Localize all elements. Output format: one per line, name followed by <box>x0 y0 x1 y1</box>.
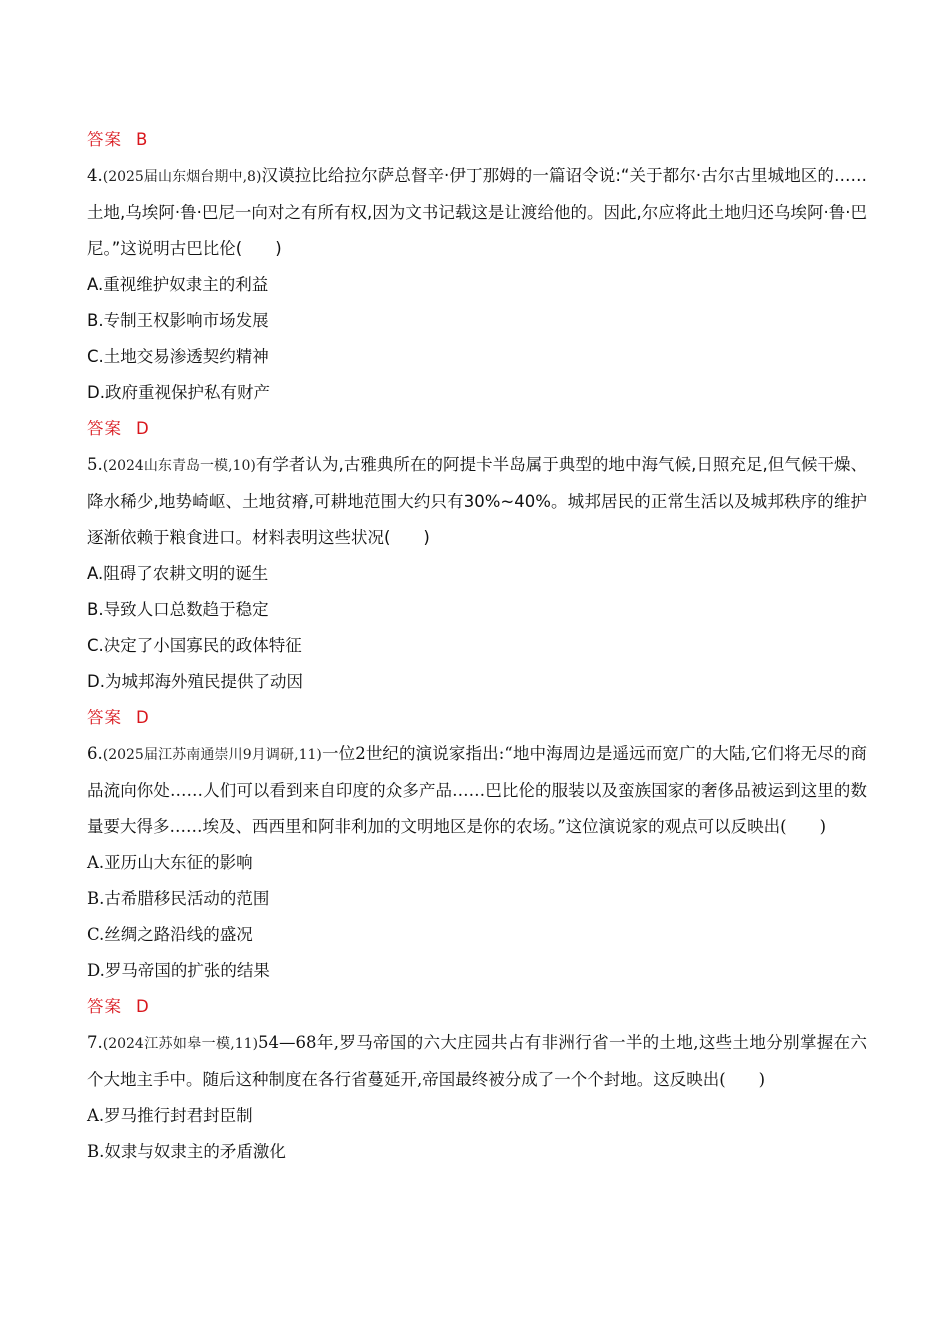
question-source: (2024山东青岛一模,10) <box>102 458 256 474</box>
option-a: A.阻碍了农耕文明的诞生 <box>87 564 269 583</box>
question-number: 4. <box>87 166 103 185</box>
question-source: (2025届山东烟台期中,8) <box>102 169 262 185</box>
option-b: B.导致人口总数趋于稳定 <box>87 600 269 619</box>
answer-value: D <box>136 997 149 1016</box>
question-text: 汉谟拉比给拉尔萨总督辛·伊丁那姆的一篇诏令说:“关于都尔·古尔古里城地区的……土地,乌埃阿·鲁·巴尼一向对之有所有权,因为文书记载这是让渡给他的。因此,尔应将此土地归还乌埃阿·鲁·巴尼。”这说明古巴比伦( ) <box>87 166 867 258</box>
answer-q4 <box>87 411 867 447</box>
question-source: (2025届江苏南通崇川9月调研,11) <box>102 747 322 763</box>
question-number: 5. <box>87 455 103 474</box>
option-b: B.奴隶与奴隶主的矛盾激化 <box>87 1142 286 1161</box>
answer-label: 答案 <box>87 708 122 727</box>
question-4 <box>87 158 867 447</box>
option-a: A.重视维护奴隶主的利益 <box>87 275 269 294</box>
option-d: D.罗马帝国的扩张的结果 <box>87 961 270 980</box>
question-7 <box>87 1025 867 1170</box>
question-5 <box>87 447 867 736</box>
option-a: A.罗马推行封君封臣制 <box>87 1106 253 1125</box>
answer-value: D <box>136 708 149 727</box>
question-text: 有学者认为,古雅典所在的阿提卡半岛属于典型的地中海气候,日照充足,但气候干燥、降水稀少,地势崎岖、土地贫瘠,可耕地范围大约只有30%~40%。城邦居民的正常生活以及城邦秩序的维护逐渐依赖于粮食进口。材料表明这些状况( ) <box>87 455 867 547</box>
question-stem <box>87 158 867 267</box>
page-content <box>87 122 867 1170</box>
option-b: B.古希腊移民活动的范围 <box>87 889 270 908</box>
option-b: B.专制王权影响市场发展 <box>87 311 269 330</box>
answer-label: 答案 <box>87 130 122 149</box>
question-text: 54—68年,罗马帝国的六大庄园共占有非洲行省一半的土地,这些土地分别掌握在六个大地主手中。随后这种制度在各行省蔓延开,帝国最终被分成了一个个封地。这反映出( ) <box>87 1033 868 1089</box>
option-c: C.土地交易渗透契约精神 <box>87 347 269 366</box>
question-stem <box>87 1025 867 1098</box>
option-d: D.为城邦海外殖民提供了动因 <box>87 672 303 691</box>
question-6 <box>87 736 867 1025</box>
question-number: 6. <box>87 744 103 763</box>
answer-q6 <box>87 989 867 1025</box>
answer-q5 <box>87 700 867 736</box>
question-stem <box>87 736 867 845</box>
question-text: 一位2世纪的演说家指出:“地中海周边是遥远而宽广的大陆,它们将无尽的商品流向你处……人们可以看到来自印度的众多产品……巴比伦的服装以及蛮族国家的奢侈品被运到这里的数量要大得多……埃及、西西里和阿非利加的文明地区是你的农场。”这位演说家的观点可以反映出( ) <box>87 744 867 836</box>
answer-value: B <box>136 130 148 149</box>
answer-value: D <box>136 419 149 438</box>
question-number: 7. <box>87 1033 103 1052</box>
question-source: (2024江苏如皋一模,11) <box>102 1036 259 1052</box>
answer-label: 答案 <box>87 997 122 1016</box>
answer-label: 答案 <box>87 419 122 438</box>
option-c: C.丝绸之路沿线的盛况 <box>87 925 253 944</box>
option-d: D.政府重视保护私有财产 <box>87 383 270 402</box>
answer-q3 <box>87 122 867 158</box>
option-a: A.亚历山大东征的影响 <box>87 853 253 872</box>
option-c: C.决定了小国寡民的政体特征 <box>87 636 302 655</box>
question-stem <box>87 447 867 556</box>
